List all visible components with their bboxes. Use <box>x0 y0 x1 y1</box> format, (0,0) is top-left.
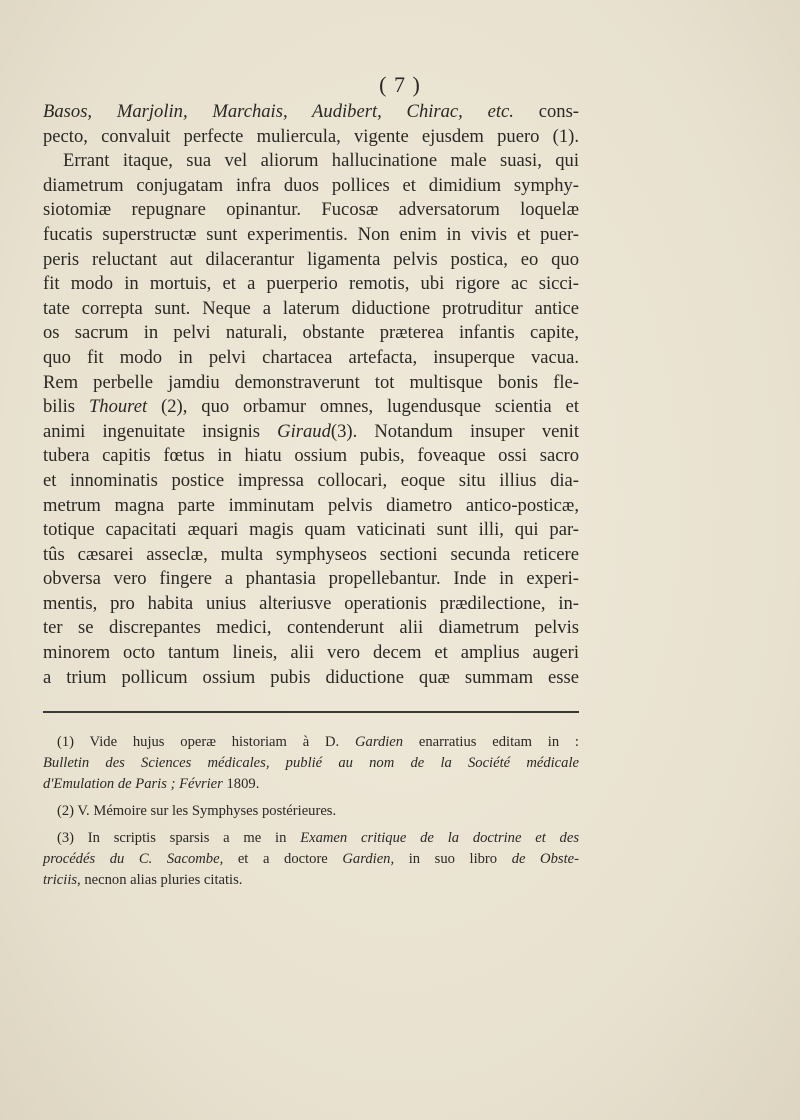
text-line: Rem perbelle jamdiu demonstraverunt tot multisque bonis fle- <box>43 371 579 393</box>
footnote-1-line: d'Emulation de Paris ; Février 1809. <box>43 776 260 792</box>
text-line: metrum magna parte imminutam pelvis diametro antico-posticæ, <box>43 494 579 516</box>
footnote-2-line: (2) V. Mémoire sur les Symphyses postérieures. <box>57 803 337 819</box>
text-line: fit modo in mortuis, et a puerperio remotis, ubi rigore ac sicci- <box>43 273 579 295</box>
text-line: a trium pollicum ossium pubis diductione quæ summam esse <box>43 666 579 688</box>
page-number: ( 7 ) <box>379 72 421 97</box>
footnote-1-line: (1) Vide hujus operæ historiam à D. Gardien enarratius editam in : <box>57 734 579 750</box>
text-line: tate correpta sunt. Neque a laterum diductione protruditur antice <box>43 297 579 319</box>
text-line: pecto, convaluit perfecte muliercula, vigente ejusdem puero (1). <box>43 125 579 147</box>
text-line: obversa vero fingere a phantasia propellebantur. Inde in experi- <box>43 568 579 590</box>
text-line: minorem octo tantum lineis, alii vero decem et amplius augeri <box>43 642 579 664</box>
text-line: bilis Thouret (2), quo orbamur omnes, lugendusque scientia et <box>43 396 579 418</box>
text-line: animi ingenuitate insignis Giraud(3). Notandum insuper venit <box>43 420 579 442</box>
text-line: Basos, Marjolin, Marchais, Audibert, Chirac, etc. cons- <box>43 101 579 122</box>
text-line: mentis, pro habita unius alteriusve operationis prædilectione, in- <box>43 592 579 614</box>
footnotes-block <box>43 732 579 891</box>
footnote-divider <box>43 711 579 713</box>
author-name: Giraud <box>277 420 331 442</box>
text-line: quo fit modo in pelvi chartacea artefacta, insuperque vacua. <box>43 346 579 368</box>
text-line: ter se discrepantes medici, contenderunt alii diametrum pelvis <box>43 617 579 639</box>
footnote-3-line: triciis, necnon alias pluries citatis. <box>43 872 243 888</box>
footnote-3-line: procédés du C. Sacombe, et a doctore Gardien, in suo libro de Obste- <box>43 851 579 867</box>
text-line: tûs cæsarei asseclæ, multa symphyseos sectioni secunda reticere <box>43 543 579 565</box>
main-text-block <box>43 100 579 690</box>
text-line: peris reluctant aut dilacerantur ligamenta pelvis postica, eo quo <box>43 248 579 270</box>
text-line: tubera capitis fœtus in hiatu ossium pubis, foveaque ossi sacro <box>43 445 579 467</box>
text-line: et innominatis postice impressa collocari, eoque situ illius dia- <box>43 469 579 491</box>
text-line: totique capacitati æquari magis quam vaticinati sunt illi, qui par- <box>43 519 579 541</box>
footnote-3-line: (3) In scriptis sparsis a me in Examen critique de la doctrine et des <box>57 830 580 846</box>
text-line: siotomiæ repugnare opinantur. Fucosæ adversatorum loquelæ <box>43 199 579 221</box>
text-line: Errant itaque, sua vel aliorum hallucinatione male suasi, qui <box>63 150 579 172</box>
text-line: diametrum conjugatam infra duos pollices et dimidium symphy- <box>43 174 579 196</box>
text-line: fucatis superstructæ sunt experimentis. Non enim in vivis et puer- <box>43 223 579 245</box>
text-line: os sacrum in pelvi naturali, obstante præterea infantis capite, <box>43 322 579 344</box>
footnote-1-line: Bulletin des Sciences médicales, publié au nom de la Société médicale <box>43 755 579 771</box>
author-names: Basos, Marjolin, Marchais, Audibert, Chirac, etc. <box>43 101 514 122</box>
author-name: Thouret <box>88 396 148 418</box>
